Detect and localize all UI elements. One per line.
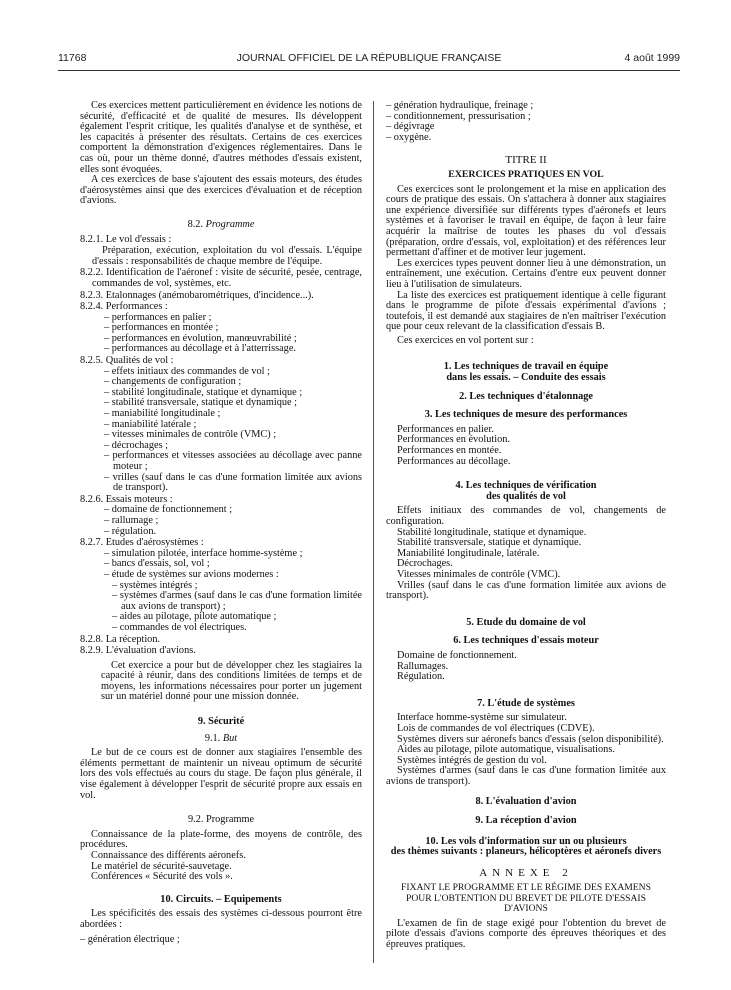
exercise-line: Rallumages. (397, 660, 449, 672)
section-8-2-heading: 8.2. Programme (187, 218, 255, 230)
list-item: – stabilité transversale, statique et dynamique ; (104, 397, 298, 409)
item-8-2-7: 8.2.7. Etudes d'aérosystèmes : (80, 537, 204, 549)
exercise-line: Performances au décollage. (397, 455, 511, 467)
list-item: – étude de systèmes sur avions modernes : (104, 568, 279, 580)
publication-date: 4 août 1999 (624, 52, 680, 64)
intro-paragraph-2: A ces exercices de base s'ajoutent des essais moteurs, des études d'aérosystèmes ainsi que des exercices d'évaluation et de réception d'avions. (80, 174, 362, 207)
exercise-4-heading: 4. Les techniques de vérification (455, 480, 597, 492)
paragraph: Ces exercices en vol portent sur : (397, 334, 534, 346)
exercise-line: Systèmes divers sur aéronefs bancs d'essais (selon disponibilité). (397, 733, 664, 745)
exercise-6-heading: 6. Les techniques d'essais moteur (453, 635, 599, 647)
page-number: 11768 (58, 52, 87, 64)
item-8-2-5: 8.2.5. Qualités de vol : (80, 355, 174, 367)
exercise-line: Performances en montée. (397, 445, 502, 457)
list-item: – simulation pilotée, interface homme-système ; (104, 547, 303, 559)
annex-heading: ANNEXE 2 (479, 866, 573, 879)
titre-subheading: EXERCICES PRATIQUES EN VOL (448, 168, 604, 180)
item-8-2-9-text: Cet exercice a pour but de développer chez les stagiaires la capacité à réunir, dans des conditions limitées de temps et de moyens, les informations nécessaires pour porter un jugement sur un matériel donné pour une mission donnée. (101, 659, 362, 703)
exercise-9-heading: 9. La réception d'avion (475, 815, 577, 827)
annex-subtitle-line2: POUR L'OBTENTION DU BREVET DE PILOTE D'ESSAIS D'AVIONS (406, 892, 646, 915)
titre-heading: TITRE II (505, 154, 547, 167)
section-10-heading: 10. Circuits. – Equipements (160, 893, 282, 905)
exercise-1-heading: 1. Les techniques de travail en équipe (443, 361, 609, 373)
program-line: Conférences « Sécurité des vols ». (91, 871, 233, 883)
exercise-line: Systèmes intégrés de gestion du vol. (397, 754, 547, 766)
exercise-line: Maniabilité longitudinale, latérale. (397, 547, 540, 559)
exercise-line: Interface homme-système sur simulateur. (397, 712, 567, 724)
right-column (386, 101, 666, 950)
exercise-7-heading: 7. L'étude de systèmes (477, 697, 575, 709)
list-item: – stabilité longitudinale, statique et dynamique ; (104, 386, 303, 398)
item-8-2-1-text: Préparation, exécution, exploitation du vol d'essais. L'équipe d'essais : responsabilités de chaque membre de l'équipe. (92, 245, 362, 267)
program-line: Connaissance de la plate-forme, des moyens de contrôle, des procédures. (80, 828, 362, 851)
list-item: – performances en palier ; (104, 311, 212, 323)
item-8-2-4: 8.2.4. Performances : (80, 301, 168, 313)
item-8-2-2: 8.2.2. Identification de l'aéronef : visite de sécurité, pesée, centrage, commandes de vol, systèmes, etc. (80, 267, 362, 289)
item-8-2-8: 8.2.8. La réception. (80, 633, 161, 645)
item-8-2-1: 8.2.1. Le vol d'essais : (80, 233, 172, 245)
exercise-line: Régulation. (397, 671, 445, 683)
annex-subtitle: FIXANT LE PROGRAMME ET LE RÉGIME DES EXAMENS (401, 882, 651, 894)
exercise-line: Systèmes d'armes (sauf dans le cas d'une formation limitée aux avions de transport). (386, 765, 666, 787)
list-item: – oxygène. (386, 131, 432, 143)
program-line: Le matériel de sécurité-sauvetage. (91, 860, 232, 872)
column-divider (373, 101, 374, 963)
exercise-line: Performances en palier. (397, 423, 494, 435)
list-item: – bancs d'essais, sol, vol ; (104, 558, 210, 570)
section-9-2-heading: 9.2. Programme (187, 814, 255, 826)
list-item: – performances au décollage et à l'atterrissage. (104, 343, 296, 355)
exercise-8-heading: 8. L'évaluation d'avion (475, 796, 577, 808)
list-item: – régulation. (104, 525, 157, 537)
paragraph: La liste des exercices est pratiquement identique à celle figurant dans le programme de pilote d'essais expérimental d'avions ; toutefois, il est demandé aux stagiaires de n'en maîtriser l'exécution que pour ceux relevant de la classification d'essais B. (386, 289, 666, 333)
item-8-2-9: 8.2.9. L'évaluation d'avions. (80, 645, 196, 657)
item-8-2-3: 8.2.3. Etalonnages (anémobarométriques, d'incidence...). (80, 289, 314, 301)
exercise-line: Aides au pilotage, pilote automatique, visualisations. (397, 744, 615, 756)
exercise-line: Performances en évolution. (397, 434, 510, 446)
exercise-4-heading-line2: des qualités de vol (486, 490, 566, 502)
exercise-line: Vrilles (sauf dans le cas d'une formation limitée aux avions de transport). (386, 579, 666, 602)
exercise-5-heading: 5. Etude du domaine de vol (466, 616, 586, 628)
annex-text: L'examen de fin de stage exigé pour l'obtention du brevet de pilote d'essais d'avions comporte des épreuves théoriques et des épreuves pratiques. (386, 917, 666, 950)
exercise-2-heading: 2. Les techniques d'étalonnage (459, 390, 593, 402)
list-item: – maniabilité longitudinale ; (104, 408, 221, 420)
sub-list-item: – systèmes intégrés ; (112, 579, 198, 591)
list-item: – effets initiaux des commandes de vol ; (104, 365, 270, 377)
exercise-line: Effets initiaux des commandes de vol, changements de configuration. (386, 505, 666, 527)
paragraph: Les exercices types peuvent donner lieu à une démonstration, un entraînement, une exécution. Certains d'entre eux peuvent donner lieu à l'utilisation de simulateurs. (386, 257, 666, 290)
list-item: – rallumage ; (104, 514, 159, 526)
header-rule (58, 70, 680, 71)
list-item: – changements de configuration ; (104, 376, 242, 388)
list-item: – performances en évolution, manœuvrabilité ; (104, 332, 297, 344)
list-item: – conditionnement, pressurisation ; (386, 110, 531, 122)
list-item: – vrilles (sauf dans le cas d'une formation limitée aux avions de transport). (104, 471, 362, 494)
section-9-heading: 9. Sécurité (197, 716, 245, 728)
exercise-line: Lois de commandes de vol électriques (CDVE). (397, 722, 595, 734)
sub-list-item: – aides au pilotage, pilote automatique ; (112, 611, 277, 623)
section-9-1-heading: 9.1. But (204, 732, 238, 744)
exercise-line: Vitesses minimales de contrôle (VMC). (397, 568, 561, 580)
exercise-10-heading: 10. Les vols d'information sur un ou plusieurs (425, 835, 627, 847)
program-line: Connaissance des différents aéronefs. (91, 850, 246, 861)
list-item: – domaine de fonctionnement ; (104, 504, 233, 516)
list-item: – génération hydraulique, freinage ; (386, 100, 534, 111)
exercise-line: Stabilité longitudinale, statique et dynamique. (397, 526, 587, 538)
list-item: – maniabilité latérale ; (104, 418, 197, 430)
list-item: – dégivrage (386, 121, 435, 133)
section-10-text: Les spécificités des essais des systèmes ci-dessous pourront être abordées : (80, 908, 362, 930)
page-header (58, 52, 680, 66)
left-column (80, 101, 362, 945)
intro-paragraph: Ces exercices mettent particulièrement en évidence les notions de sécurité, d'efficacité et de qualité de mesures. Ils développent également l'esprit critique, les qualités d'analyse et de synthèse, et les capacités à présenter des résultats. Certains de ces exercices comportent la démonstration d'exigences réglementaires. Dans le cas où, pour un thème donné, d'autres méthodes d'essais existent, elles sont évoquées. (80, 100, 362, 175)
exercise-line: Décrochages. (397, 558, 453, 570)
list-item: – performances et vitesses associées au décollage avec panne moteur ; (104, 450, 362, 472)
exercise-line: Stabilité transversale, statique et dynamique. (397, 537, 582, 549)
sub-list-item: – commandes de vol électriques. (112, 621, 247, 633)
item-8-2-6: 8.2.6. Essais moteurs : (80, 493, 173, 505)
sub-list-item: – systèmes d'armes (sauf dans le cas d'une formation limitée aux avions de transport) ; (112, 590, 362, 612)
list-item: – vitesses minimales de contrôle (VMC) ; (104, 429, 277, 441)
exercise-1-heading-line2: dans les essais. – Conduite des essais (446, 372, 606, 384)
exercise-line: Domaine de fonctionnement. (397, 649, 517, 661)
exercise-3-heading: 3. Les techniques de mesure des performances (424, 409, 628, 421)
journal-title: JOURNAL OFFICIEL DE LA RÉPUBLIQUE FRANÇAISE (236, 52, 502, 64)
paragraph: Ces exercices sont le prolongement et la mise en application des cours de pratique des essais. On s'attachera à donner aux stagiaires une expérience diversifiée sur différents types d'aéronefs et leurs systèmes et à favoriser le travail en équipe, de façon à leur faire acquérir la maîtrise de toutes les phases du vol d'essais (préparation, ordre d'essais, vol, exploitation) et des références leur permettant d'affiner et de motiver leur jugement. (386, 183, 666, 259)
list-item: – décrochages ; (104, 439, 169, 451)
list-item: – performances en montée ; (104, 322, 219, 334)
section-9-1-text: Le but de ce cours est de donner aux stagiaires l'ensemble des éléments permettant de maintenir un niveau optimum de sécurité lors des vols effectués au cours du stage. De façon plus générale, il vise également à développer l'esprit de sécurité propre aux essais en vol. (80, 747, 362, 801)
list-item: – génération électrique ; (80, 933, 180, 945)
exercise-10-heading-line2: des thèmes suivants : planeurs, hélicoptères et aéronefs divers (390, 846, 662, 858)
